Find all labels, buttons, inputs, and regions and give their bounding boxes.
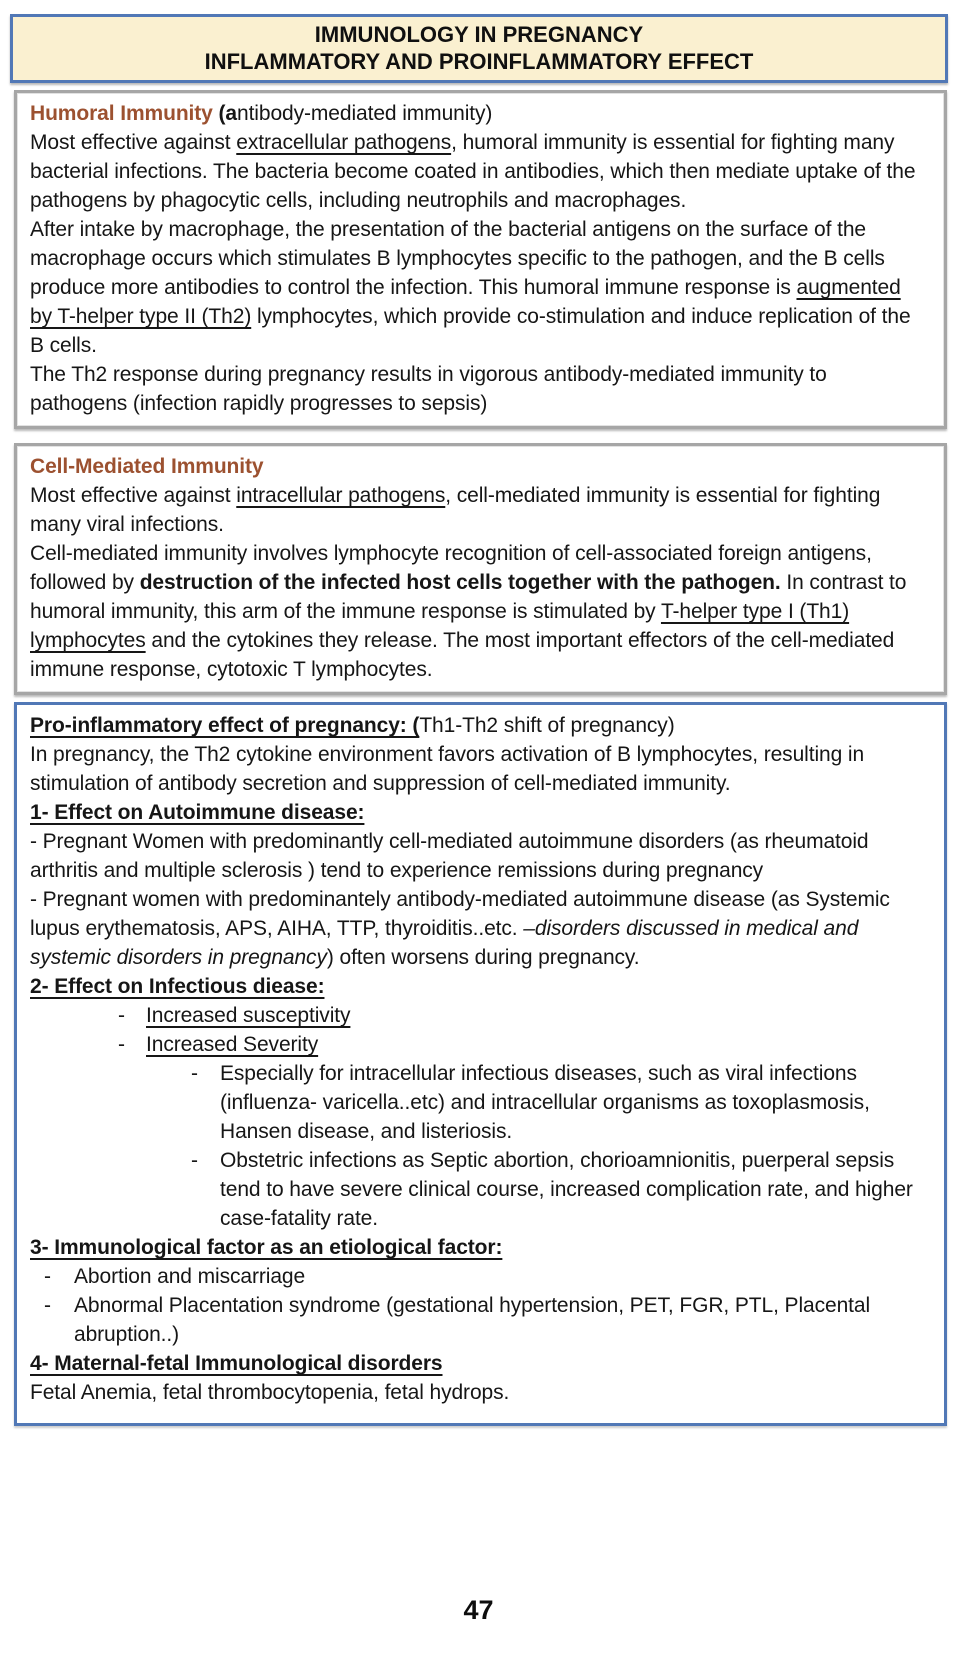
section-heading <box>30 99 928 128</box>
list-item <box>30 1146 928 1233</box>
text-segment: Th1-Th2 shift of pregnancy) <box>419 714 675 737</box>
text-segment: Cell-mediated immunity involves lymphocyte recognition of cell-associated foreign antigens, followed by <box>30 542 872 594</box>
text-segment: lymphocytes, which provide co-stimulation and induce replication of the B cells. <box>30 305 911 357</box>
text-segment: Abortion and miscarriage <box>74 1265 306 1288</box>
text-segment: T-helper type I (Th1) lymphocytes <box>30 600 850 652</box>
text-segment: Especially for intracellular infectious diseases, such as viral infections (influenza- varicella..etc) and intracellular organisms as toxoplasmosis, Hansen disease, and listeriosis. <box>220 1062 870 1143</box>
text-segment: destruction of the infected host cells together with the pathogen. <box>139 571 781 594</box>
page-number: 47 <box>463 1595 494 1625</box>
text-segment: ) often worsens during pregnancy. <box>326 946 640 969</box>
body-paragraph <box>30 827 928 885</box>
text-segment: Abnormal Placentation syndrome (gestational hypertension, PET, FGR, PTL, Placental abruption..) <box>74 1294 871 1346</box>
text-segment: Increased susceptivity <box>146 1004 351 1027</box>
bullet-dash: - <box>44 1265 51 1288</box>
section-cell-mediated-immunity <box>14 443 947 695</box>
text-segment: Humoral Immunity <box>30 102 213 125</box>
text-segment: - Pregnant Women with predominantly cell-mediated autoimmune disorders (as rheumatoid arthritis and multiple sclerosis ) tend to experience remissions during pregnancy <box>30 830 869 882</box>
list-item <box>30 1030 928 1059</box>
text-segment: , cell-mediated immunity is essential for fighting many viral infections. <box>30 484 881 536</box>
body-paragraph <box>30 740 928 798</box>
page-footer <box>0 1595 957 1670</box>
text-segment: Cell-Mediated Immunity <box>30 455 264 478</box>
body-paragraph <box>30 360 928 418</box>
bullet-dash: - <box>118 1004 125 1027</box>
text-segment: –disorders discussed in medical and systemic disorders in pregnancy <box>30 917 859 969</box>
text-segment: Obstetric infections as Septic abortion, chorioamnionitis, puerperal sepsis tend to have severe clinical course, increased complication rate, and higher case-fatality rate. <box>220 1149 913 1230</box>
body-paragraph <box>30 539 928 684</box>
page-title-line-2: INFLAMMATORY AND PROINFLAMMATORY EFFECT <box>204 49 754 74</box>
text-segment: Increased Severity <box>146 1033 319 1056</box>
list-item <box>30 1291 928 1349</box>
text-segment: , humoral immunity is essential for fighting many bacterial infections. The bacteria become coated in antibodies, which then mediate uptake of the pathogens by phagocytic cells, including neutrophils and macrophages. <box>30 131 916 212</box>
text-segment: Pro-inflammatory effect of pregnancy: ( <box>30 714 420 737</box>
text-segment: In pregnancy, the Th2 cytokine environment favors activation of B lymphocytes, resulting in stimulation of antibody secretion and suppression of cell-mediated immunity. <box>30 743 865 795</box>
text-segment: Most effective against <box>30 484 237 507</box>
text-segment: and the cytokines they release. The most important effectors of the cell-mediated immune response, cytotoxic T lymphocytes. <box>30 629 895 681</box>
bullet-dash: - <box>191 1062 198 1085</box>
section-pro-inflammatory-effect <box>14 702 947 1426</box>
text-segment: Most effective against <box>30 131 237 154</box>
body-paragraph <box>30 128 928 215</box>
section-humoral-immunity <box>14 90 947 429</box>
body-paragraph <box>30 215 928 360</box>
text-segment: 3- Immunological factor as an etiological factor: <box>30 1236 503 1259</box>
text-segment: The Th2 response during pregnancy results in vigorous antibody-mediated immunity to pathogens (infection rapidly progresses to sepsis) <box>30 363 827 415</box>
bullet-dash: - <box>118 1033 125 1056</box>
list-item <box>30 1001 928 1030</box>
numbered-heading <box>30 972 928 1001</box>
numbered-heading <box>30 1349 928 1378</box>
text-segment: extracellular pathogens <box>236 131 452 154</box>
numbered-heading <box>30 1233 928 1262</box>
body-paragraph <box>30 1378 928 1407</box>
section-heading <box>30 711 928 740</box>
text-segment: 4- Maternal-fetal Immunological disorders <box>30 1352 443 1375</box>
body-paragraph <box>30 481 928 539</box>
page-title-box <box>10 14 948 83</box>
text-segment: augmented by T-helper type II (Th2) <box>30 276 901 328</box>
list-item <box>30 1059 928 1146</box>
page-title-line-1: IMMUNOLOGY IN PREGNANCY <box>314 22 644 47</box>
numbered-heading <box>30 798 928 827</box>
section-heading <box>30 452 928 481</box>
bullet-dash: - <box>44 1294 51 1317</box>
text-segment: After intake by macrophage, the presentation of the bacterial antigens on the surface of the macrophage occurs which stimulates B lymphocytes specific to the pathogen, and the B cells produce more antibodies to control the infection. This humoral immune response is <box>30 218 885 299</box>
text-segment: In contrast to humoral immunity, this arm of the immune response is stimulated by <box>30 571 907 623</box>
text-segment: ntibody-mediated immunity) <box>236 102 493 125</box>
text-segment: 1- Effect on Autoimmune disease: <box>30 801 365 824</box>
body-paragraph <box>30 885 928 972</box>
text-segment: intracellular pathogens <box>236 484 446 507</box>
text-segment: 2- Effect on Infectious diease: <box>30 975 325 998</box>
list-item <box>30 1262 928 1291</box>
bullet-dash: - <box>191 1149 198 1172</box>
text-segment: - Pregnant women with predominantely antibody-mediated autoimmune disease (as Systemic lupus erythematosis, APS, AIHA, TTP, thyroiditis..etc. <box>30 888 890 940</box>
text-segment: Fetal Anemia, fetal thrombocytopenia, fetal hydrops. <box>30 1381 510 1404</box>
text-segment: (a <box>212 102 237 125</box>
